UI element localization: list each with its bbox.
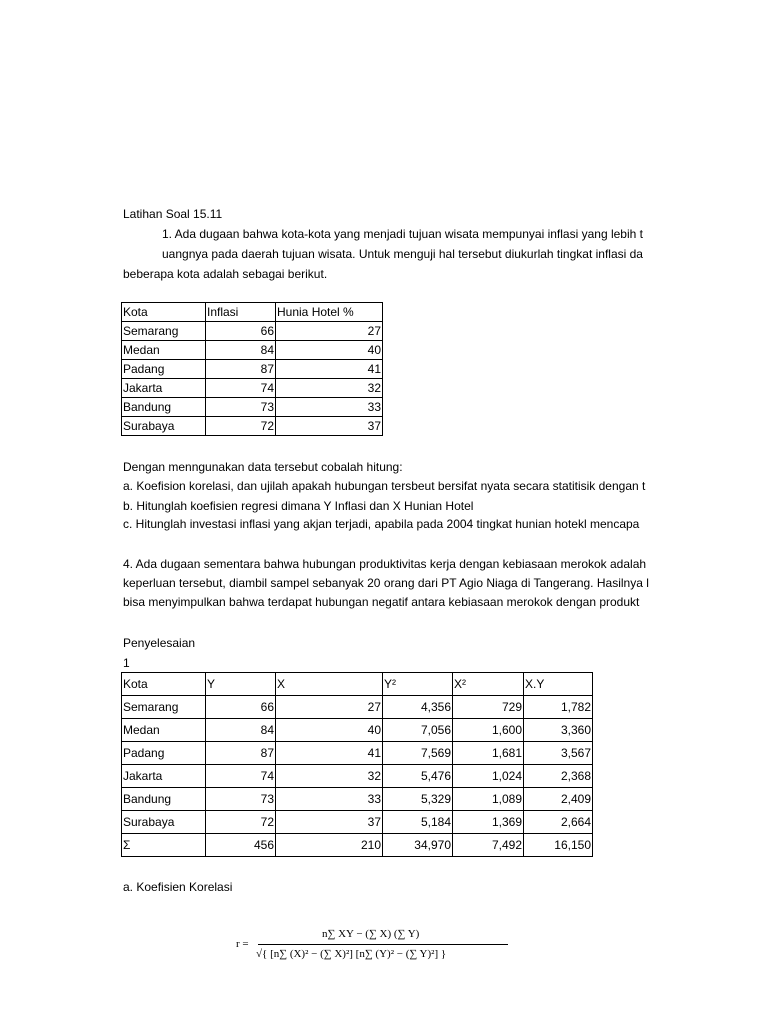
value-cell: 1,369 — [453, 811, 524, 834]
value-cell: 33 — [276, 398, 383, 417]
exercise-heading: Latihan Soal 15.11 — [123, 207, 223, 221]
value-cell: 66 — [206, 322, 276, 341]
table-row — [122, 742, 593, 765]
problem1-line3: beberapa kota adalah sebagai berikut. — [123, 267, 328, 281]
formula-lhs: r = — [236, 938, 249, 950]
table-row — [122, 696, 593, 719]
value-cell: 1,782 — [524, 696, 593, 719]
value-cell: 5,184 — [383, 811, 453, 834]
table-row — [122, 417, 383, 436]
header-cell: Kota — [122, 673, 206, 696]
correlation-formula — [236, 926, 511, 976]
solution-number: 1 — [123, 656, 130, 670]
table-row — [122, 811, 593, 834]
city-cell: Semarang — [122, 696, 206, 719]
correlation-table — [121, 672, 593, 857]
value-cell: 72 — [206, 417, 276, 436]
value-cell: 73 — [206, 398, 276, 417]
value-cell: 74 — [206, 379, 276, 398]
question-a: a. Koefision korelasi, dan ujilah apakah hubungan tersbeut bersifat nyata secara statitisik dengan t — [123, 479, 646, 493]
value-cell: 210 — [276, 834, 383, 857]
city-cell: Semarang — [122, 322, 206, 341]
value-cell: 5,476 — [383, 765, 453, 788]
value-cell: 7,492 — [453, 834, 524, 857]
value-cell: 74 — [206, 765, 276, 788]
table-row — [122, 322, 383, 341]
value-cell: 2,368 — [524, 765, 593, 788]
value-cell: 41 — [276, 360, 383, 379]
formula-denominator: √{ [n∑ (X)² − (∑ X)²] [n∑ (Y)² − (∑ Y)²] } — [256, 948, 447, 960]
table-row — [122, 379, 383, 398]
value-cell: 456 — [206, 834, 276, 857]
value-cell: 72 — [206, 811, 276, 834]
city-cell: Bandung — [122, 398, 206, 417]
value-cell: 1,681 — [453, 742, 524, 765]
question-intro: Dengan menngunakan data tersebut cobalah hitung: — [123, 460, 403, 474]
header-cell: Inflasi — [206, 303, 276, 322]
header-cell: X.Y — [524, 673, 593, 696]
value-cell: 2,409 — [524, 788, 593, 811]
problem4-line2: keperluan tersebut, diambil sampel sebanyak 20 orang dari PT Agio Niaga di Tangerang. Hasilnya l — [123, 576, 649, 590]
value-cell: 3,567 — [524, 742, 593, 765]
city-cell: Jakarta — [122, 379, 206, 398]
header-cell: X² — [453, 673, 524, 696]
city-cell: Medan — [122, 341, 206, 360]
value-cell: 3,360 — [524, 719, 593, 742]
value-cell: 87 — [206, 360, 276, 379]
city-cell: Surabaya — [122, 811, 206, 834]
value-cell: 1,600 — [453, 719, 524, 742]
problem4-line3: bisa menyimpulkan bahwa terdapat hubungan negatif antara kebiasaan merokok dengan produkt — [123, 595, 640, 609]
problem1-line1: 1. Ada dugaan bahwa kota-kota yang menjadi tujuan wisata mempunyai inflasi yang lebih t — [162, 227, 643, 241]
formula-numerator: n∑ XY − (∑ X) (∑ Y) — [322, 928, 420, 940]
value-cell: 84 — [206, 719, 276, 742]
value-cell: 40 — [276, 719, 383, 742]
city-cell: Jakarta — [122, 765, 206, 788]
header-cell: Hunia Hotel % — [276, 303, 383, 322]
header-cell: Y — [206, 673, 276, 696]
table-row — [122, 834, 593, 857]
question-b: b. Hitunglah koefisien regresi dimana Y Inflasi dan X Hunian Hotel — [123, 499, 474, 513]
table-row — [122, 788, 593, 811]
value-cell: 7,056 — [383, 719, 453, 742]
city-cell: Bandung — [122, 788, 206, 811]
table-row — [122, 765, 593, 788]
value-cell: 84 — [206, 341, 276, 360]
value-cell: 32 — [276, 765, 383, 788]
value-cell: 27 — [276, 322, 383, 341]
value-cell: 37 — [276, 811, 383, 834]
header-cell: Y² — [383, 673, 453, 696]
problem1-line2: uangnya pada daerah tujuan wisata. Untuk menguji hal tersebut diukurlah tingkat inflasi da — [162, 247, 643, 261]
value-cell: 7,569 — [383, 742, 453, 765]
question-c: c. Hitunglah investasi inflasi yang akjan terjadi, apabila pada 2004 tingkat hunian hotekl mencapa — [123, 517, 640, 531]
value-cell: 66 — [206, 696, 276, 719]
city-cell: Surabaya — [122, 417, 206, 436]
solution-heading: Penyelesaian — [123, 636, 196, 650]
value-cell: 729 — [453, 696, 524, 719]
value-cell: 27 — [276, 696, 383, 719]
value-cell: 2,664 — [524, 811, 593, 834]
problem4-line1: 4. Ada dugaan sementara bahwa hubungan produktivitas kerja dengan kebiasaan merokok adalah — [123, 557, 647, 571]
value-cell: 34,970 — [383, 834, 453, 857]
table-row — [122, 719, 593, 742]
header-cell: Kota — [122, 303, 206, 322]
header-cell: X — [276, 673, 383, 696]
value-cell: 1,089 — [453, 788, 524, 811]
value-cell: 4,356 — [383, 696, 453, 719]
inflation-table — [121, 302, 383, 436]
value-cell: 1,024 — [453, 765, 524, 788]
value-cell: 5,329 — [383, 788, 453, 811]
table-row — [122, 398, 383, 417]
fraction-bar — [258, 944, 508, 945]
city-cell: Medan — [122, 719, 206, 742]
table-row — [122, 360, 383, 379]
city-cell: Padang — [122, 742, 206, 765]
table-row — [122, 341, 383, 360]
value-cell: 73 — [206, 788, 276, 811]
value-cell: 40 — [276, 341, 383, 360]
city-cell: Padang — [122, 360, 206, 379]
section-a-heading: a. Koefisien Korelasi — [123, 880, 233, 894]
table-header-row — [122, 303, 383, 322]
value-cell: 37 — [276, 417, 383, 436]
value-cell: 16,150 — [524, 834, 593, 857]
value-cell: 87 — [206, 742, 276, 765]
value-cell: 33 — [276, 788, 383, 811]
value-cell: 41 — [276, 742, 383, 765]
city-cell: Σ — [122, 834, 206, 857]
value-cell: 32 — [276, 379, 383, 398]
table-header-row — [122, 673, 593, 696]
